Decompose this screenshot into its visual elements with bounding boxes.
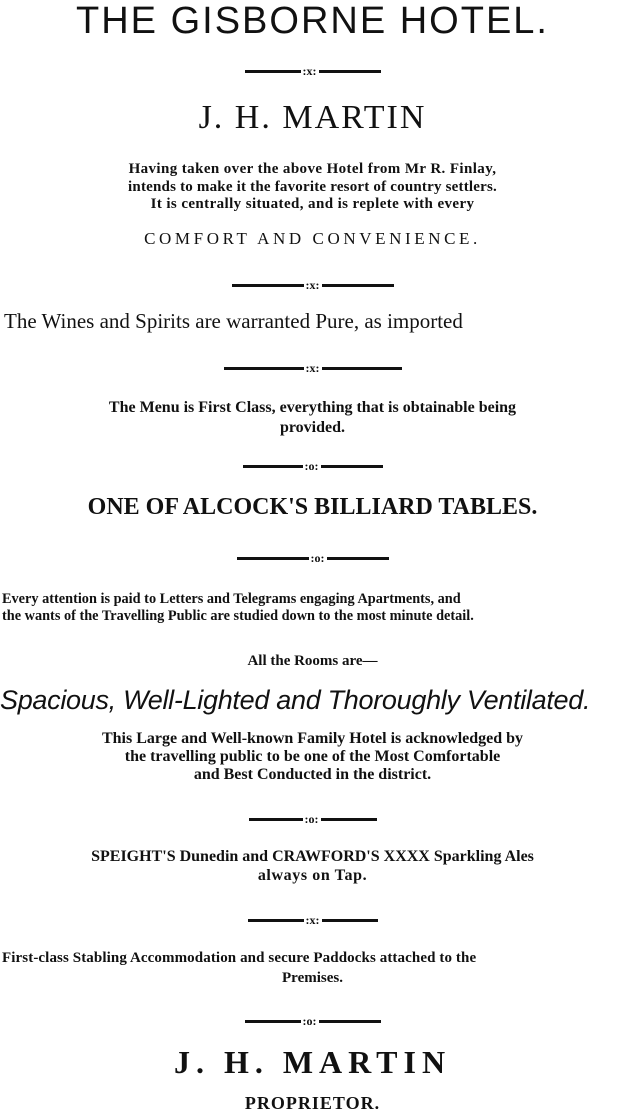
reputation-line: the travelling public to be one of the Most Comfortable xyxy=(124,748,501,765)
stabling-line: First-class Stabling Accommodation and secure Paddocks attached to the xyxy=(2,950,477,966)
attention-line: the wants of the Travelling Public are studied down to the most minute detail. xyxy=(2,608,474,624)
menu-line: provided. xyxy=(279,419,346,436)
separator: :o: xyxy=(0,459,625,473)
footer-name: J. H. MARTIN xyxy=(173,1044,452,1080)
intro-line: It is centrally situated, and is replete with every xyxy=(150,196,475,212)
separator: :x: xyxy=(0,361,625,375)
billiards-heading: ONE OF ALCOCK'S BILLIARD TABLES. xyxy=(87,494,538,520)
separator: :x: xyxy=(0,913,625,927)
wines-statement: The Wines and Spirits are warranted Pure, as imported xyxy=(4,309,463,333)
menu-line: The Menu is First Class, everything that is obtainable being xyxy=(108,399,517,416)
rooms-feature: Spacious, Well-Lighted and Thoroughly Ventilated. xyxy=(0,685,591,715)
reputation-line: This Large and Well-known Family Hotel is acknowledged by xyxy=(101,730,524,747)
proprietor-name: J. H. MARTIN xyxy=(198,99,427,136)
separator: :o: xyxy=(0,1014,625,1028)
rooms-intro: All the Rooms are— xyxy=(247,653,378,669)
intro-line: Having taken over the above Hotel from Mr R. Finlay, xyxy=(128,161,497,177)
ales-line: SPEIGHT'S Dunedin and CRAWFORD'S XXXX Sparkling Ales xyxy=(91,848,534,865)
separator: :o: xyxy=(0,551,625,565)
footer-title: PROPRIETOR. xyxy=(244,1093,381,1113)
intro-line: intends to make it the favorite resort of country settlers. xyxy=(128,179,497,195)
attention-line: Every attention is paid to Letters and Telegrams engaging Apartments, and xyxy=(2,591,461,607)
ales-line: always on Tap. xyxy=(257,867,368,884)
stabling-line: Premises. xyxy=(282,970,343,986)
reputation-line: and Best Conducted in the district. xyxy=(193,766,432,783)
separator: :x: xyxy=(0,64,625,78)
separator: :x: xyxy=(0,278,625,292)
separator: :o: xyxy=(0,812,625,826)
hotel-title: THE GISBORNE HOTEL. xyxy=(76,0,549,42)
comfort-heading: COMFORT AND CONVENIENCE. xyxy=(144,229,481,248)
